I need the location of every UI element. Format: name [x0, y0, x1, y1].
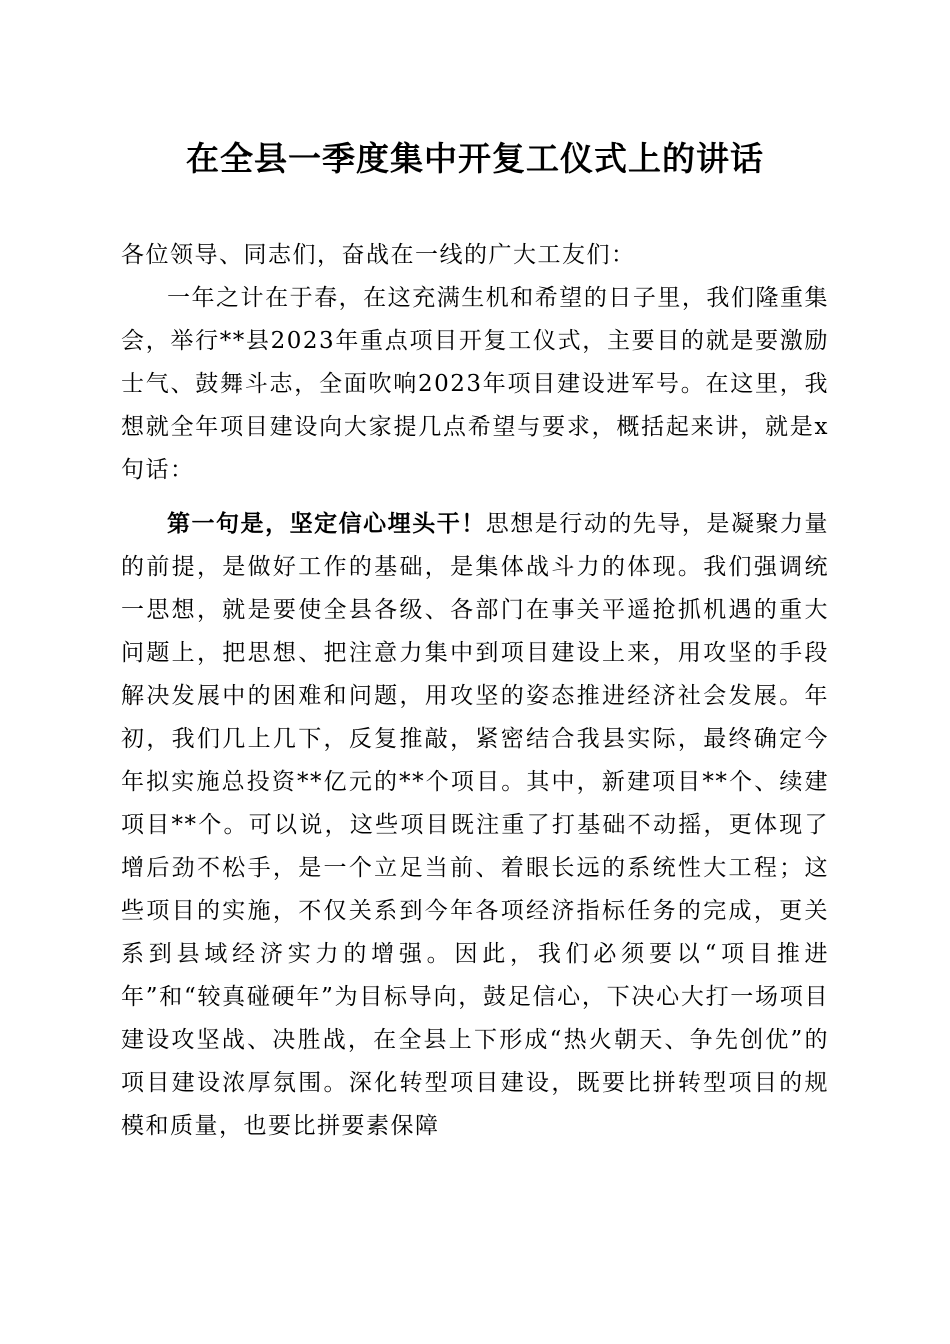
- paragraph-first-point: [121, 502, 829, 1148]
- paragraph-first-point-lead: 第一句是，坚定信心埋头干！: [167, 510, 486, 537]
- paragraph-intro-text: 一年之计在于春，在这充满生机和希望的日子里，我们隆重集会，举行**县2023年重点项目开复工仪式，主要目的就是要激励士气、鼓舞斗志，全面吹响2023年项目建设进军号。在这里，我想就全年项目建设向大家提几点希望与要求，概括起来讲，就是x句话：: [121, 285, 829, 483]
- paragraph-first-point-text: 思想是行动的先导，是凝聚力量的前提，是做好工作的基础，是集体战斗力的体现。我们强调统一思想，就是要使全县各级、各部门在事关平遥抢抓机遇的重大问题上，把思想、把注意力集中到项目建设上来，用攻坚的手段解决发展中的困难和问题，用攻坚的姿态推进经济社会发展。年初，我们几上几下，反复推敲，紧密结合我县实际，最终确定今年拟实施总投资**亿元的**个项目。其中，新建项目**个、续建项目**个。可以说，这些项目既注重了打基础不动摇，更体现了增后劲不松手，是一个立足当前、着眼长远的系统性大工程；这些项目的实施，不仅关系到今年各项经济指标任务的完成，更关系到县域经济实力的增强。因此，我们必须要以“项目推进年”和“较真碰硬年”为目标导向，鼓足信心，下决心大打一场项目建设攻坚战、决胜战，在全县上下形成“热火朝天、争先创优”的项目建设浓厚氛围。深化转型项目建设，既要比拼转型项目的规模和质量，也要比拼要素保障: [121, 511, 830, 1139]
- document-title: 在全县一季度集中开复工仪式上的讲话: [186, 139, 764, 178]
- greeting-line: 各位领导、同志们，奋战在一线的广大工友们：: [121, 242, 636, 268]
- paragraph-intro: [121, 277, 829, 492]
